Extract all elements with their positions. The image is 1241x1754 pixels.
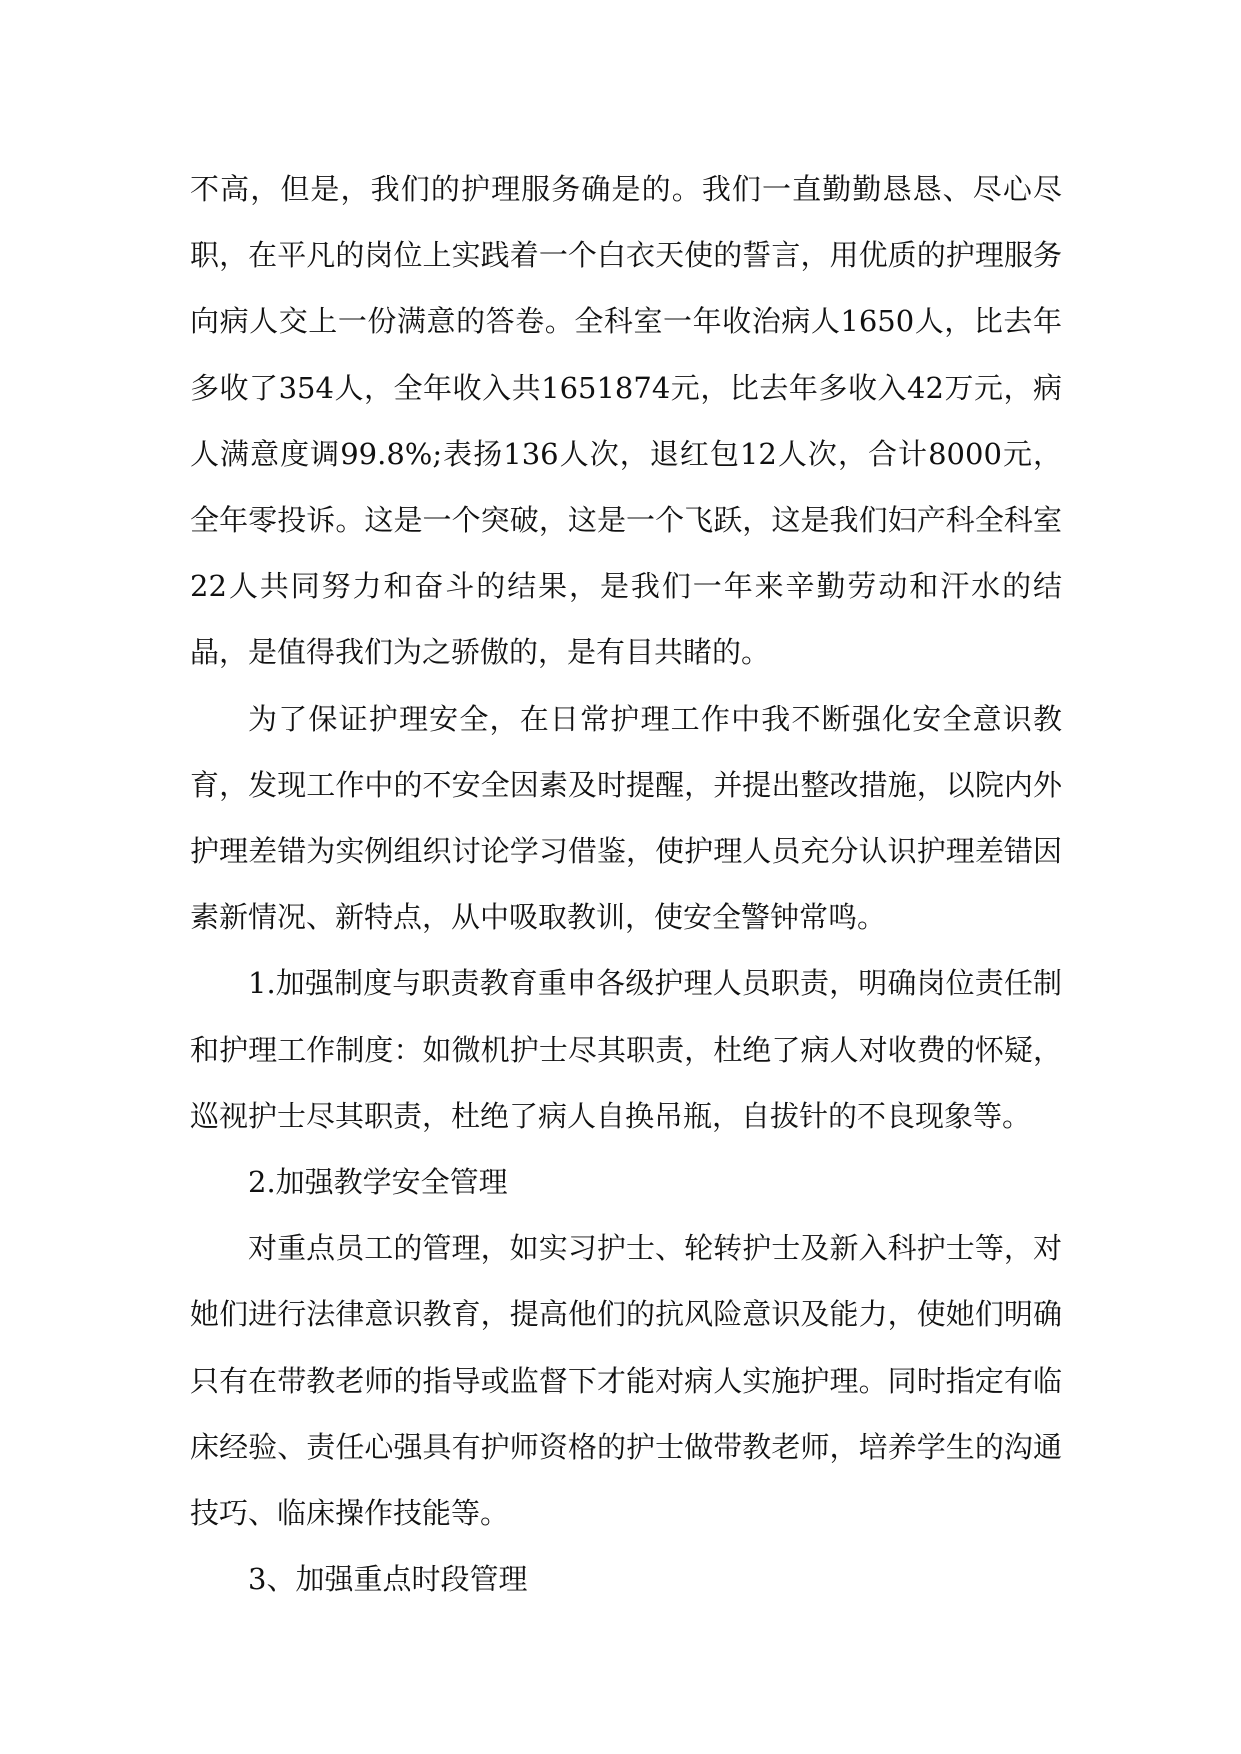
- paragraph-1: 不高，但是，我们的护理服务确是的。我们一直勤勤恳恳、尽心尽职，在平凡的岗位上实践着一个白衣天使的誓言，用优质的护理服务向病人交上一份满意的答卷。全科室一年收治病人1650人，比去年多收了354人，全年收入共1651874元，比去年多收入42万元，病人满意度调99.8%;表扬136人次，退红包12人次，合计8000元，全年零投诉。这是一个突破，这是一个飞跃，这是我们妇产科全科室22人共同努力和奋斗的结果，是我们一年来辛勤劳动和汗水的结晶，是值得我们为之骄傲的，是有目共睹的。: [190, 172, 1062, 670]
- document-body: [190, 156, 1062, 1612]
- paragraph-4-heading: 2.加强教学安全管理: [248, 1165, 508, 1200]
- paragraph-3: 1.加强制度与职责教育重申各级护理人员职责，明确岗位责任制和护理工作制度：如微机护士尽其职责，杜绝了病人对收费的怀疑，巡视护士尽其职责，杜绝了病人自换吊瓶，自拔针的不良现象等。: [190, 966, 1062, 1133]
- paragraph-5: 对重点员工的管理，如实习护士、轮转护士及新入科护士等，对她们进行法律意识教育，提高他们的抗风险意识及能力，使她们明确只有在带教老师的指导或监督下才能对病人实施护理。同时指定有临床经验、责任心强具有护师资格的护士做带教老师，培养学生的沟通技巧、临床操作技能等。: [190, 1231, 1062, 1531]
- paragraph-2: 为了保证护理安全，在日常护理工作中我不断强化安全意识教育，发现工作中的不安全因素及时提醒，并提出整改措施，以院内外护理差错为实例组织讨论学习借鉴，使护理人员充分认识护理差错因素新情况、新特点，从中吸取教训，使安全警钟常鸣。: [190, 701, 1062, 935]
- paragraph-6-heading: 3、加强重点时段管理: [248, 1562, 528, 1597]
